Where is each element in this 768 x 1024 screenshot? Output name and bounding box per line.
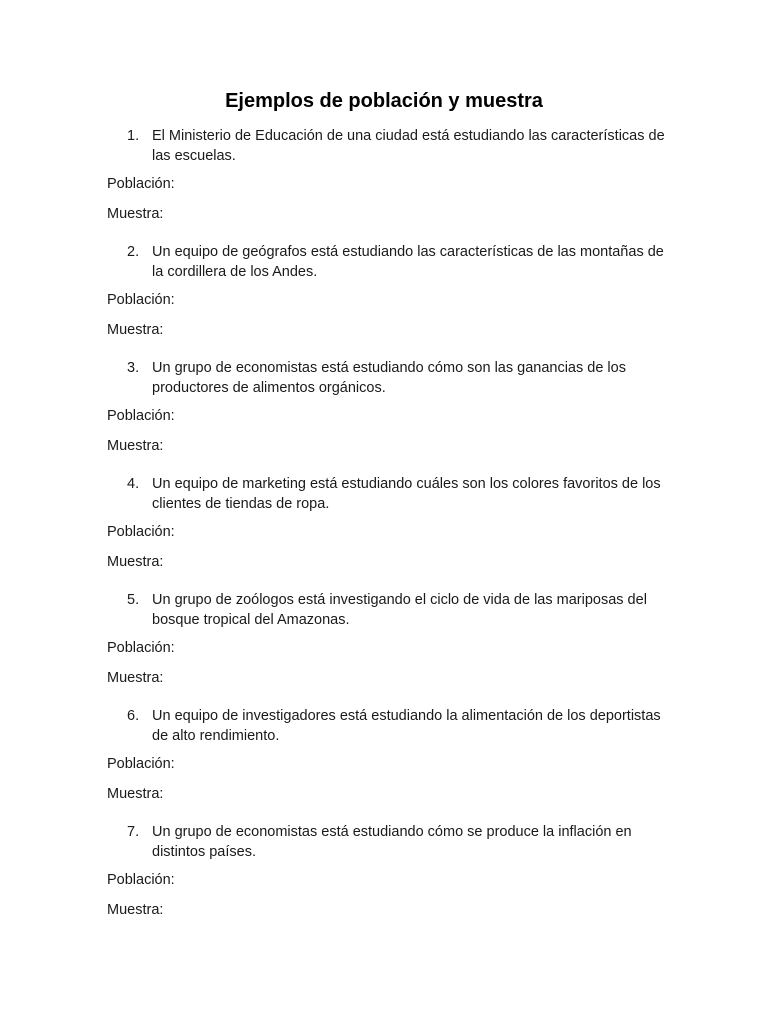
exercise-number: 6.	[127, 708, 140, 724]
population-label: Población:	[107, 756, 175, 772]
population-label: Población:	[107, 176, 175, 192]
sample-label: Muestra:	[107, 438, 164, 454]
exercise-question	[107, 358, 667, 398]
sample-label: Muestra:	[107, 902, 164, 918]
exercise-item-5	[107, 590, 667, 688]
exercise-text: Un grupo de zoólogos está investigando el ciclo de vida de las mariposas del bosque tropical del Amazonas.	[152, 592, 647, 628]
sample-label: Muestra:	[107, 786, 164, 802]
exercise-question	[107, 126, 667, 166]
sample-label: Muestra:	[107, 322, 164, 338]
exercise-number: 1.	[127, 128, 140, 144]
exercise-number: 2.	[127, 244, 140, 260]
exercise-question	[107, 242, 667, 282]
exercise-question	[107, 706, 667, 746]
exercise-number: 4.	[127, 476, 140, 492]
sample-label: Muestra:	[107, 670, 164, 686]
exercise-list	[107, 126, 667, 938]
sample-label: Muestra:	[107, 206, 164, 222]
exercise-question	[107, 822, 667, 862]
population-label: Población:	[107, 408, 175, 424]
exercise-question	[107, 474, 667, 514]
exercise-item-2	[107, 242, 667, 340]
sample-label: Muestra:	[107, 554, 164, 570]
population-label: Población:	[107, 292, 175, 308]
exercise-text: Un grupo de economistas está estudiando cómo se produce la inflación en distintos países.	[152, 824, 632, 860]
page-title: Ejemplos de población y muestra	[225, 90, 543, 112]
exercise-text: Un equipo de geógrafos está estudiando las características de las montañas de la cordillera de los Andes.	[152, 244, 664, 280]
exercise-text: El Ministerio de Educación de una ciudad está estudiando las características de las escuelas.	[152, 128, 665, 164]
exercise-item-1	[107, 126, 667, 224]
exercise-item-3	[107, 358, 667, 456]
exercise-item-4	[107, 474, 667, 572]
exercise-item-6	[107, 706, 667, 804]
population-label: Población:	[107, 640, 175, 656]
exercise-item-7	[107, 822, 667, 920]
exercise-text: Un equipo de marketing está estudiando cuáles son los colores favoritos de los clientes de tiendas de ropa.	[152, 476, 661, 512]
exercise-number: 5.	[127, 592, 140, 608]
exercise-number: 7.	[127, 824, 140, 840]
exercise-question	[107, 590, 667, 630]
population-label: Población:	[107, 524, 175, 540]
exercise-text: Un grupo de economistas está estudiando cómo son las ganancias de los productores de alimentos orgánicos.	[152, 360, 626, 396]
exercise-text: Un equipo de investigadores está estudiando la alimentación de los deportistas de alto rendimiento.	[152, 708, 661, 744]
exercise-number: 3.	[127, 360, 140, 376]
population-label: Población:	[107, 872, 175, 888]
